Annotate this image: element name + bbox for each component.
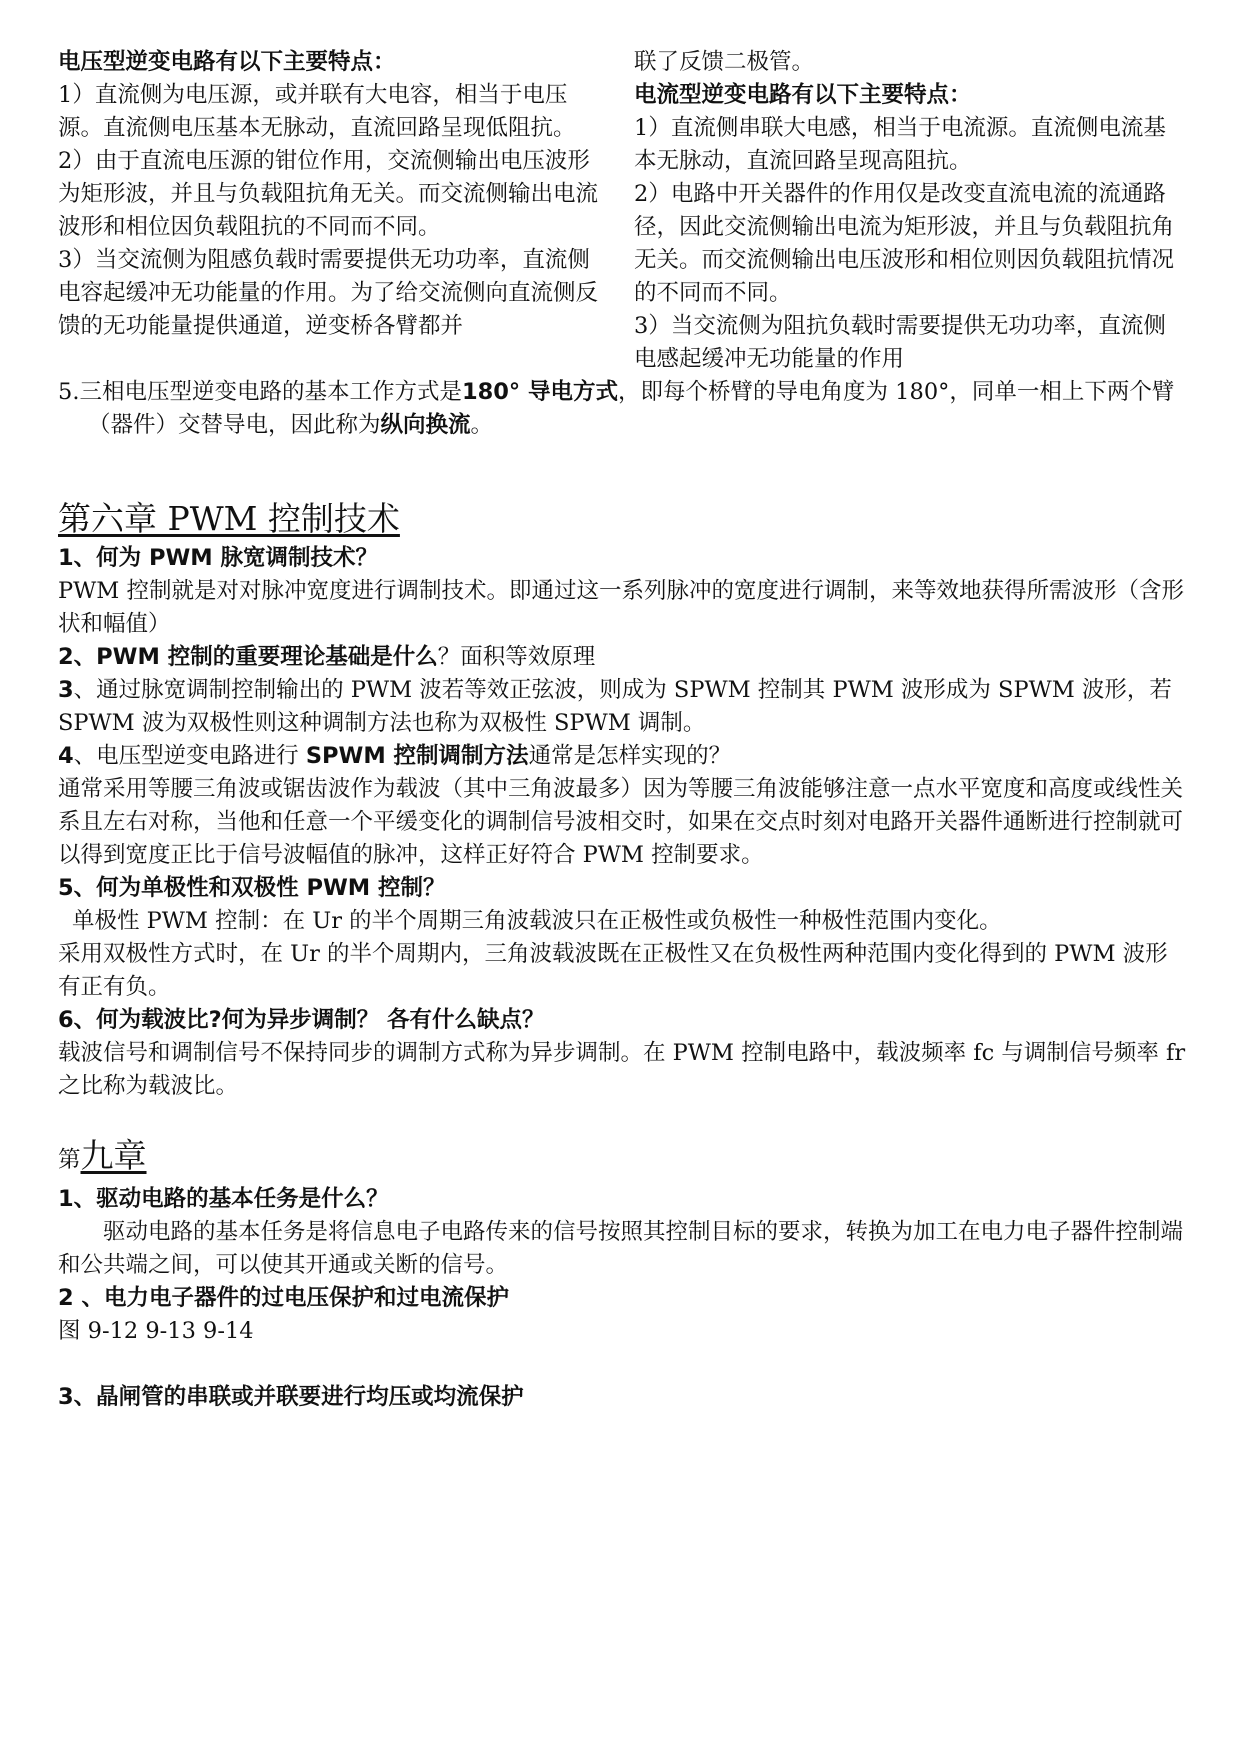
voltage-inverter-heading: 电压型逆变电路有以下主要特点：: [58, 49, 396, 75]
ch6-question-5: 5、何为单极性和双极性 PWM 控制？: [58, 875, 446, 901]
chapter-9-title: [58, 1133, 1188, 1183]
current-inverter-point-2: 2）电路中开关器件的作用仅是改变直流电流的流通路径，因此交流侧输出电流为矩形波，并且与负载阻抗角无关。而交流侧输出电压波形和相位则因负载阻抗情况的不同而不同。: [634, 181, 1175, 306]
ch6-question-4-text-a: 、电压型逆变电路进行: [73, 743, 306, 769]
voltage-inverter-point-2: 2）由于直流电压源的钳位作用，交流侧输出电压波形为矩形波，并且与负载阻抗角无关。而交流侧输出电流波形和相位因负载阻抗的不同而不同。: [58, 148, 599, 240]
ch9-question-1: 1、驱动电路的基本任务是什么？: [58, 1186, 389, 1212]
chapter-9-title-prefix: 第: [58, 1147, 81, 1173]
item-5-text-a: 5.三相电压型逆变电路的基本工作方式是: [58, 379, 462, 405]
chapter-9-title-main: 九章: [80, 1136, 147, 1175]
two-column-section: [58, 46, 1188, 376]
ch6-question-3-line: [58, 674, 1188, 740]
current-inverter-heading: 电流型逆变电路有以下主要特点：: [634, 82, 972, 108]
ch6-answer-4: 通常采用等腰三角波或锯齿波作为载波（其中三角波最多）因为等腰三角波能够注意一点水平宽度和高度或线性关系且左右对称，当他和任意一个平缓变化的调制信号波相交时，如果在交点时刻对电路开关器件通断进行控制就可以得到宽度正比于信号波幅值的脉冲，这样正好符合 PWM 控制要求。: [58, 776, 1184, 868]
current-inverter-point-3: 3）当交流侧为阻抗负载时需要提供无功功率，直流侧电感起缓冲无功能量的作用: [634, 313, 1166, 372]
ch6-answer-5-unipolar: 单极性 PWM 控制：在 Ur 的半个周期三角波载波只在正极性或负极性一种极性范围内变化。: [72, 908, 1002, 934]
item-5-paragraph: [58, 376, 1188, 442]
ch6-question-1: 1、何为 PWM 脉宽调制技术？: [58, 545, 379, 571]
item-5-text-e: 。: [470, 412, 494, 438]
ch6-answer-6: 载波信号和调制信号不保持同步的调制方式称为异步调制。在 PWM 控制电路中，载波频率 fc 与调制信号频率 fr 之比称为载波比。: [58, 1040, 1186, 1099]
chapter-6-section: [58, 496, 1188, 1103]
voltage-inverter-point-1: 1）直流侧为电压源，或并联有大电容，相当于电压源。直流侧电压基本无脉动，直流回路呈现低阻抗。: [58, 82, 576, 141]
ch6-question-2: 2、PWM 控制的重要理论基础是什么: [58, 644, 438, 670]
chapter-9-section: [58, 1133, 1188, 1414]
ch6-question-2-line: [58, 641, 1188, 674]
ch6-answer-2: ？面积等效原理: [437, 644, 596, 670]
ch9-question-3: 3、晶闸管的串联或并联要进行均压或均流保护: [58, 1384, 524, 1410]
ch9-question-2: 2 、电力电子器件的过电压保护和过电流保护: [58, 1285, 509, 1311]
voltage-inverter-point-3-continued: 联了反馈二极管。: [634, 49, 815, 75]
item-5-bold-commutation: 纵向换流: [380, 412, 471, 438]
ch6-answer-3: 、通过脉宽调制控制输出的 PWM 波若等效正弦波，则成为 SPWM 控制其 PWM 波形成为 SPWM 波形，若 SPWM 波为双极性则这种调制方法也称为双极性 SPWM 调制。: [58, 677, 1172, 736]
voltage-inverter-point-3: 3）当交流侧为阻感负载时需要提供无功功率，直流侧电容起缓冲无功能量的作用。为了给交流侧向直流侧反馈的无功能量提供通道，逆变桥各臂都并: [58, 247, 599, 339]
ch6-question-4-bold: SPWM 控制调制方法: [305, 743, 529, 769]
ch9-answer-1: 驱动电路的基本任务是将信息电子电路传来的信号按照其控制目标的要求，转换为加工在电力电子器件控制端和公共端之间，可以使其开通或关断的信号。: [58, 1219, 1184, 1278]
ch6-question-4-line: [58, 740, 1188, 773]
ch6-question-6: 6、何为载波比?何为异步调制？ 各有什么缺点？: [58, 1007, 545, 1033]
ch6-question-4-number: 4: [58, 743, 74, 769]
ch6-answer-5-bipolar: 采用双极性方式时，在 Ur 的半个周期内，三角波载波既在正极性又在负极性两种范围内变化得到的 PWM 波形有正有负。: [58, 941, 1168, 1000]
left-column: [58, 46, 612, 376]
item-5-bold-conduction: 180° 导电方式: [461, 379, 619, 405]
chapter-6-title-text: 第六章 PWM 控制技术: [58, 499, 400, 538]
ch9-answer-2: 图 9-12 9-13 9-14: [58, 1318, 254, 1344]
item-5-section: [58, 376, 1188, 442]
ch6-question-4-text-c: 通常是怎样实现的？: [528, 743, 732, 769]
right-column: [634, 46, 1188, 376]
ch6-question-3-number: 3: [58, 677, 74, 703]
chapter-6-title: [58, 496, 1188, 542]
item-5-text-c: ，即每个桥臂的导电角度为 180°，同单一相上下两个臂（器件）交替导电，因此称为: [88, 379, 1175, 438]
current-inverter-point-1: 1）直流侧串联大电感，相当于电流源。直流侧电流基本无脉动，直流回路呈现高阻抗。: [634, 115, 1166, 174]
ch6-answer-1: PWM 控制就是对对脉冲宽度进行调制技术。即通过这一系列脉冲的宽度进行调制，来等效地获得所需波形（含形状和幅值）: [58, 578, 1184, 637]
document-page: [58, 46, 1188, 1414]
